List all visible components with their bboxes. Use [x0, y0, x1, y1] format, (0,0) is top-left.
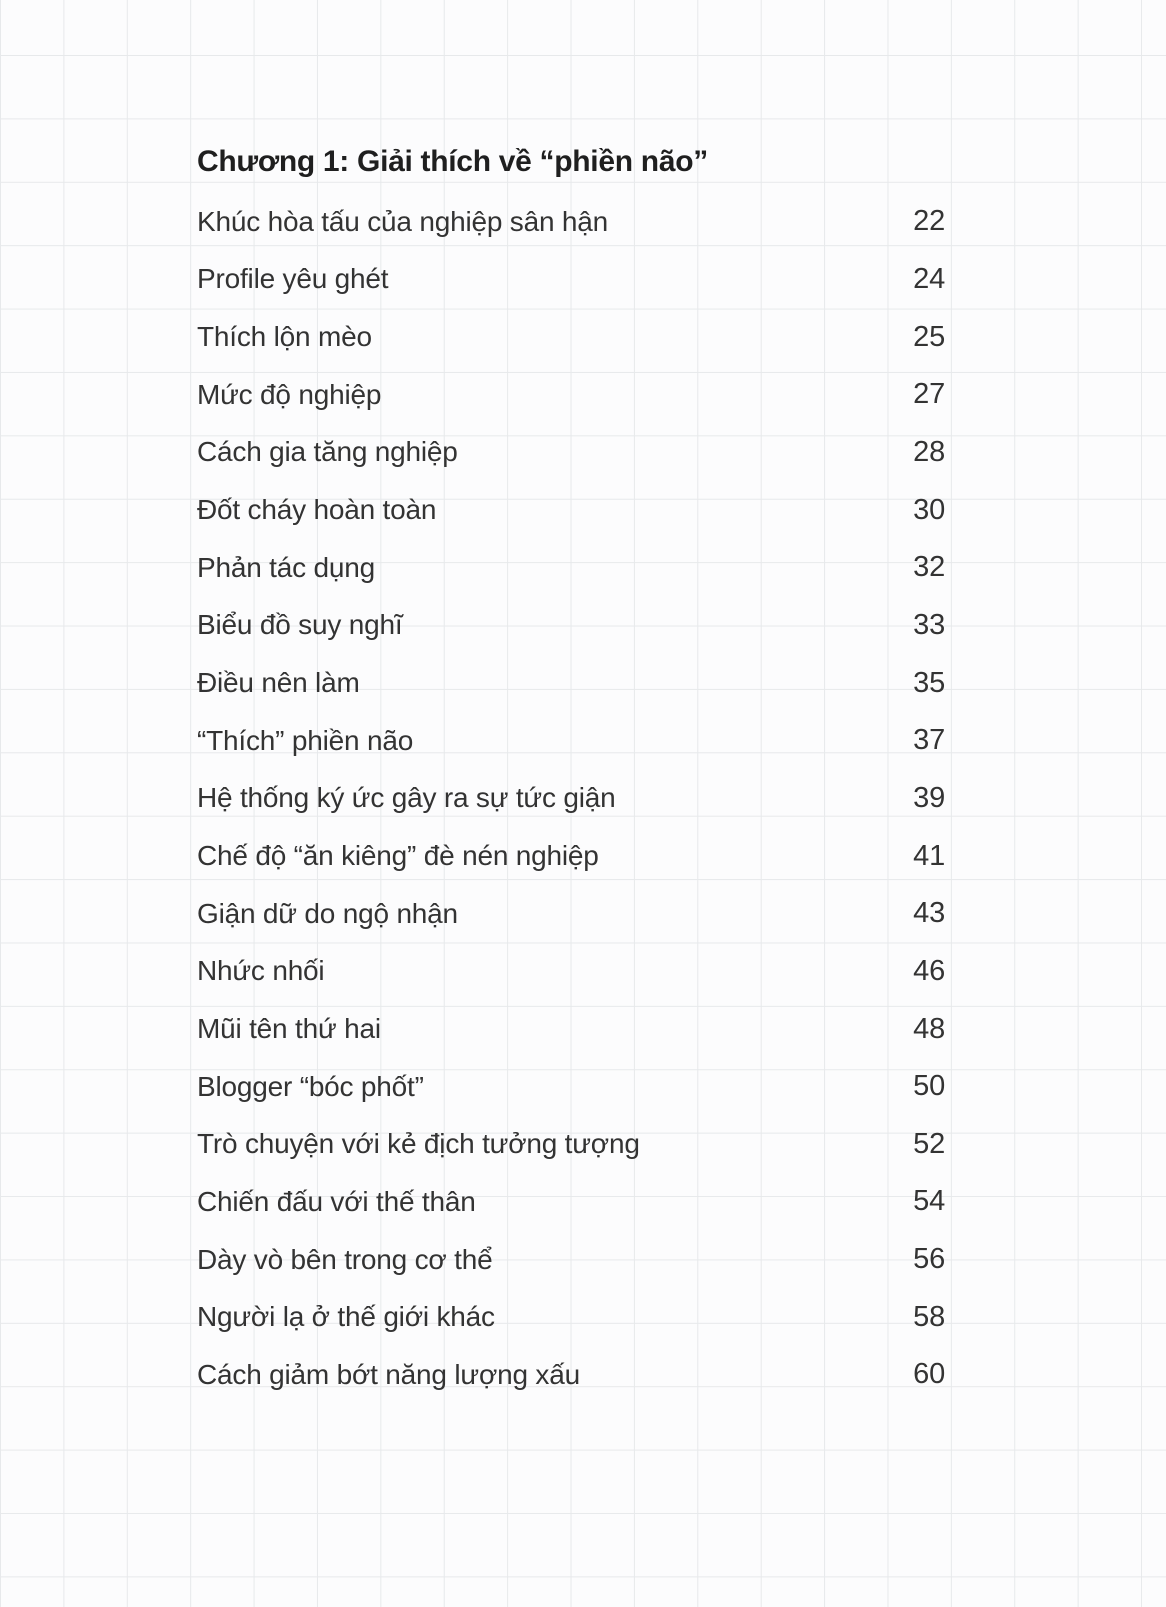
toc-row: [197, 308, 945, 366]
toc-row: [197, 712, 945, 770]
toc-entry-title: Profile yêu ghét: [197, 263, 389, 295]
chapter-heading: Chương 1: Giải thích về “phiền não”: [197, 144, 708, 178]
toc-entry-title: Hệ thống ký ức gây ra sự tức giận: [197, 782, 616, 814]
toc-row: [197, 193, 945, 251]
toc-row: [197, 1346, 945, 1404]
toc-entry-page: 37: [913, 724, 945, 757]
toc-row: [197, 1000, 945, 1058]
toc-entry-page: 30: [913, 493, 945, 526]
toc-row: [197, 597, 945, 655]
toc-row: [197, 366, 945, 424]
toc-entry-page: 46: [913, 954, 945, 987]
toc-entry-page: 43: [913, 897, 945, 930]
toc-entry-page: 48: [913, 1012, 945, 1045]
toc-entry-page: 33: [913, 608, 945, 641]
toc-row: [197, 1116, 945, 1174]
toc-entry-title: Thích lộn mèo: [197, 321, 372, 353]
toc-entry-page: 35: [913, 666, 945, 699]
toc-row: [197, 251, 945, 309]
toc-entry-page: 25: [913, 320, 945, 353]
toc-entry-title: Dày vò bên trong cơ thể: [197, 1243, 493, 1275]
toc-entry-title: Khúc hòa tấu của nghiệp sân hận: [197, 205, 609, 237]
toc-entry-page: 60: [913, 1358, 945, 1391]
toc-row: [197, 1288, 945, 1346]
toc-entry-page: 54: [913, 1185, 945, 1218]
toc-entry-title: Mũi tên thứ hai: [197, 1013, 381, 1045]
toc-entry-title: “Thích” phiền não: [197, 724, 414, 756]
toc-entry-title: Người lạ ở thế giới khác: [197, 1301, 495, 1333]
toc-row: [197, 770, 945, 828]
toc-entry-title: Biểu đồ suy nghĩ: [197, 609, 403, 641]
toc-entry-page: 22: [913, 205, 945, 238]
toc-entry-page: 39: [913, 781, 945, 814]
toc-row: [197, 1231, 945, 1289]
toc-entry-list: [197, 193, 945, 1404]
toc-entry-page: 58: [913, 1300, 945, 1333]
toc-entry-page: 28: [913, 435, 945, 468]
toc-entry-title: Đốt cháy hoàn toàn: [197, 494, 437, 526]
toc-entry-title: Điều nên làm: [197, 667, 360, 699]
toc-row: [197, 827, 945, 885]
toc-entry-page: 27: [913, 378, 945, 411]
toc-entry-title: Cách giảm bớt năng lượng xấu: [197, 1358, 580, 1390]
toc-row: [197, 539, 945, 597]
toc-entry-title: Chiến đấu với thế thân: [197, 1185, 476, 1217]
toc-row: [197, 1173, 945, 1231]
toc-entry-title: Mức độ nghiệp: [197, 378, 382, 410]
toc-entry-title: Cách gia tăng nghiệp: [197, 436, 458, 468]
toc-entry-page: 41: [913, 839, 945, 872]
toc-row: [197, 654, 945, 712]
toc-row: [197, 424, 945, 482]
toc-entry-page: 24: [913, 262, 945, 295]
toc-entry-title: Trò chuyện với kẻ địch tưởng tượng: [197, 1128, 640, 1160]
toc-row: [197, 943, 945, 1001]
toc-entry-title: Giận dữ do ngộ nhận: [197, 897, 458, 929]
toc-entry-page: 52: [913, 1127, 945, 1160]
toc-entry-page: 56: [913, 1243, 945, 1276]
toc-row: [197, 885, 945, 943]
table-of-contents: [197, 133, 945, 1404]
toc-entry-title: Nhức nhối: [197, 955, 325, 987]
toc-entry-page: 32: [913, 551, 945, 584]
toc-row: [197, 481, 945, 539]
toc-entry-title: Phản tác dụng: [197, 551, 375, 583]
toc-entry-title: Chế độ “ăn kiêng” đè nén nghiệp: [197, 840, 599, 872]
toc-entry-page: 50: [913, 1070, 945, 1103]
toc-row: [197, 1058, 945, 1116]
toc-entry-title: Blogger “bóc phốt”: [197, 1070, 424, 1102]
